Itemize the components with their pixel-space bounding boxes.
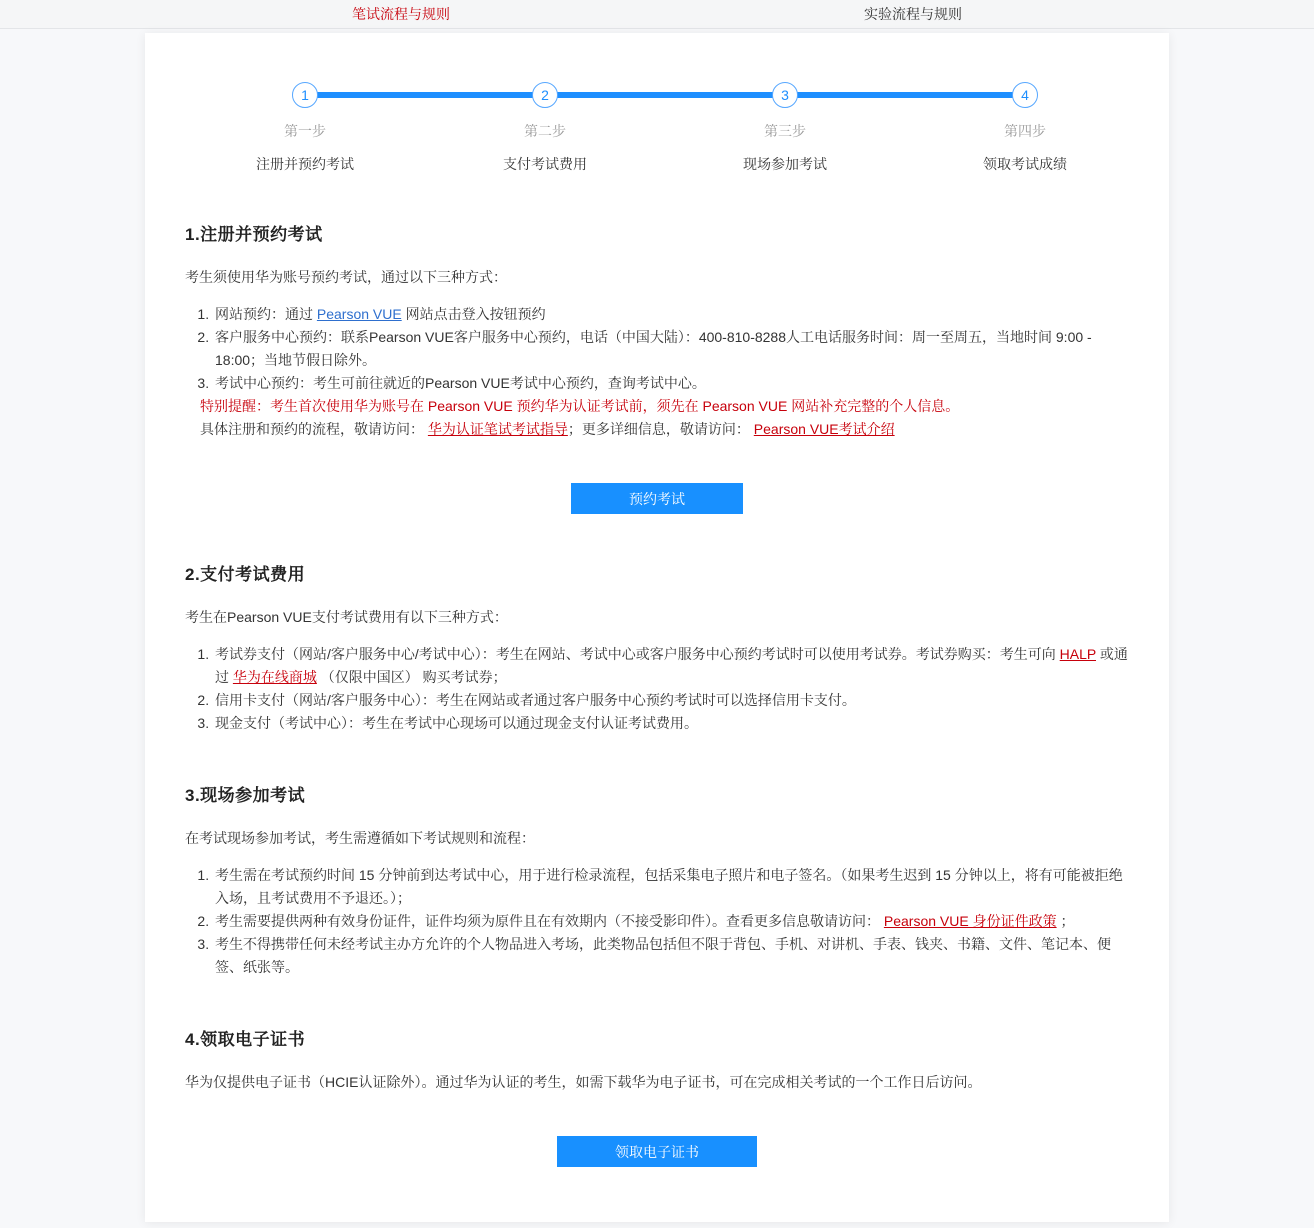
section-3-heading: 3.现场参加考试 bbox=[185, 786, 306, 805]
item-text: 现金支付（考试中心）：考生在考试中心现场可以通过现金支付认证考试费用。 bbox=[215, 715, 698, 731]
item-text: 考试券支付（网站/客户服务中心/考试中心）：考生在网站、考试中心或客户服务中心预约考试时可以使用考试券。考试券购买：考生可向 bbox=[215, 646, 1060, 662]
content-card bbox=[145, 33, 1169, 1222]
top-tab-bar-inner bbox=[145, 0, 1169, 28]
exam-stepper bbox=[185, 82, 1145, 174]
item-text: 网站点击登入按钮预约 bbox=[401, 306, 546, 322]
list-item bbox=[213, 910, 1129, 933]
item-text: 考生不得携带任何未经考试主办方允许的个人物品进入考场，此类物品包括但不限于背包、手机、对讲机、手表、钱夹、书籍、文件、笔记本、便签、纸张等。 bbox=[215, 936, 1111, 975]
step-3-sublabel: 第三步 bbox=[764, 123, 806, 139]
step-4-name: 领取考试成绩 bbox=[983, 156, 1067, 172]
item-text: 或通过 bbox=[215, 646, 1128, 685]
get-certificate-button[interactable]: 领取电子证书 bbox=[557, 1136, 757, 1167]
book-exam-button[interactable]: 预约考试 bbox=[571, 483, 743, 514]
list-item bbox=[213, 689, 1129, 712]
section-4-heading: 4.领取电子证书 bbox=[185, 1030, 306, 1049]
item-text: 网站预约：通过 bbox=[215, 306, 317, 322]
id-policy-link[interactable]: Pearson VUE 身份证件政策 bbox=[883, 913, 1057, 929]
list-item bbox=[213, 303, 1129, 326]
halp-link[interactable]: HALP bbox=[1059, 646, 1096, 662]
section-3-intro: 在考试现场参加考试，考生需遵循如下考试规则和流程： bbox=[185, 830, 535, 846]
item-text: （仅限中国区） 购买考试券； bbox=[316, 669, 507, 685]
section-3-list bbox=[185, 864, 1129, 979]
guide-text: 具体注册和预约的流程，敬请访问： bbox=[200, 421, 428, 437]
step-1-circle: 1 bbox=[292, 82, 318, 108]
registration-guide-line bbox=[200, 418, 1129, 441]
item-text: 考生需要提供两种有效身份证件，证件均须为原件且在有效期内（不接受影印件）。查看更多信息敬请访问： bbox=[215, 913, 884, 929]
step-3-name: 现场参加考试 bbox=[743, 156, 827, 172]
item-text: 信用卡支付（网站/客户服务中心）：考生在网站或者通过客户服务中心预约考试时可以选择信用卡支付。 bbox=[215, 692, 856, 708]
item-text: 客户服务中心预约：联系Pearson VUE客户服务中心预约，电话（中国大陆）：400-810-8288人工电话服务时间：周一至周五，当地时间 9:00 - 18:00；当地节假日除外。 bbox=[215, 329, 1092, 368]
step-2-sublabel: 第二步 bbox=[524, 123, 566, 139]
section-2-heading: 2.支付考试费用 bbox=[185, 565, 306, 584]
item-text: 考生需在考试预约时间 15 分钟前到达考试中心，用于进行检录流程，包括采集电子照片和电子签名。（如果考生迟到 15 分钟以上，将有可能被拒绝入场，且考试费用不予退还。）； bbox=[215, 867, 1123, 906]
step-2-name: 支付考试费用 bbox=[503, 156, 587, 172]
step-1 bbox=[185, 82, 425, 174]
list-item bbox=[213, 643, 1129, 689]
list-item bbox=[213, 933, 1129, 979]
step-3-circle: 3 bbox=[772, 82, 798, 108]
item-text: 考试中心预约：考生可前往就近的Pearson VUE考试中心预约，查询考试中心。 bbox=[215, 375, 706, 391]
pearson-vue-link[interactable]: Pearson VUE bbox=[316, 306, 402, 322]
step-1-name: 注册并预约考试 bbox=[256, 156, 354, 172]
list-item bbox=[213, 712, 1129, 735]
step-2 bbox=[425, 82, 665, 174]
section-1-heading: 1.注册并预约考试 bbox=[185, 225, 323, 244]
step-1-sublabel: 第一步 bbox=[284, 123, 326, 139]
step-4-sublabel: 第四步 bbox=[1004, 123, 1046, 139]
tab-written-exam[interactable]: 笔试流程与规则 bbox=[352, 6, 450, 22]
section-2-list bbox=[185, 643, 1129, 735]
section-1-list bbox=[185, 303, 1129, 395]
section-1-intro: 考生须使用华为账号预约考试，通过以下三种方式： bbox=[185, 269, 507, 285]
list-item bbox=[213, 372, 1129, 395]
step-3 bbox=[665, 82, 905, 174]
item-text: ； bbox=[1056, 913, 1075, 929]
section-4-intro: 华为仅提供电子证书（HCIE认证除外）。通过华为认证的考生，如需下载华为电子证书，可在完成相关考试的一个工作日后访问。 bbox=[185, 1074, 982, 1090]
written-exam-guide-link[interactable]: 华为认证笔试考试指导 bbox=[427, 421, 568, 437]
special-reminder: 特别提醒：考生首次使用华为账号在 Pearson VUE 预约华为认证考试前，须先在 Pearson VUE 网站补充完整的个人信息。 bbox=[200, 398, 960, 414]
step-4-circle: 4 bbox=[1012, 82, 1038, 108]
list-item bbox=[213, 864, 1129, 910]
step-4 bbox=[905, 82, 1145, 174]
section-2-intro: 考生在Pearson VUE支付考试费用有以下三种方式： bbox=[185, 609, 508, 625]
top-tab-bar bbox=[0, 0, 1314, 29]
huawei-online-store-link[interactable]: 华为在线商城 bbox=[232, 669, 317, 685]
pearson-vue-intro-link[interactable]: Pearson VUE考试介绍 bbox=[753, 421, 895, 437]
step-2-circle: 2 bbox=[532, 82, 558, 108]
tab-lab-exam[interactable]: 实验流程与规则 bbox=[864, 6, 962, 22]
guide-text: ；更多详细信息，敬请访问： bbox=[567, 421, 754, 437]
list-item bbox=[213, 326, 1129, 372]
